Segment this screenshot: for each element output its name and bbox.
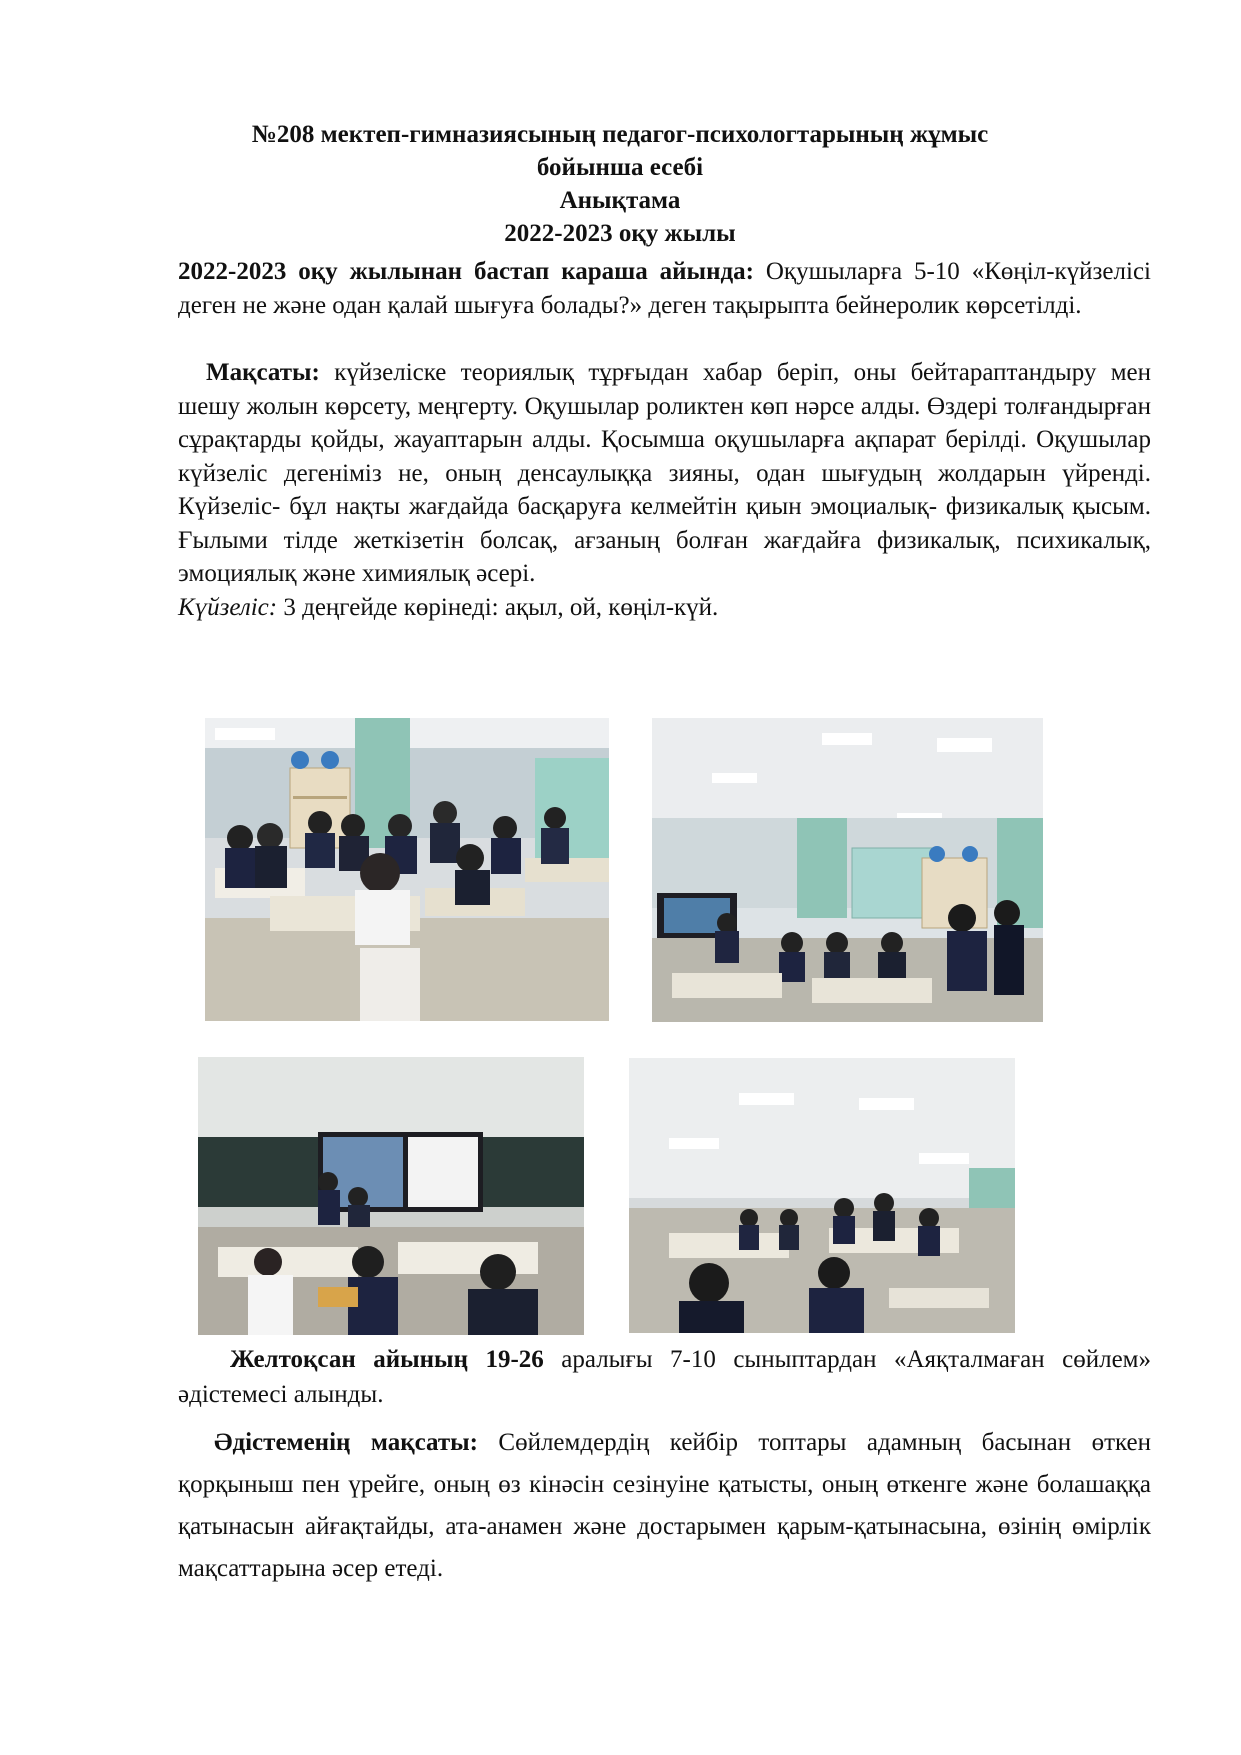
classroom-photo-2 — [652, 718, 1043, 1022]
heading-line-1: №208 мектеп-гимназиясының педагог-психологтарының жұмыс — [251, 121, 989, 148]
paragraph-goal — [178, 356, 1151, 624]
paragraph-goal-lead: Мақсаты: — [206, 359, 320, 386]
stress-label: Күйзеліс: — [178, 593, 278, 621]
paragraph-december-lead: Желтоқсан айының 19-26 — [230, 1346, 544, 1373]
paragraph-december-text: аралығы 7-10 сыныптардан «Аяқталмаған сөйлем» әдістемесі алынды. — [178, 1346, 1152, 1408]
paragraph-november — [178, 255, 1151, 322]
paragraph-method-goal — [178, 1422, 1151, 1590]
paragraph-december — [178, 1342, 1151, 1412]
classroom-photo-3 — [198, 1057, 584, 1335]
heading-line-3: Анықтама — [559, 187, 681, 214]
paragraph-method-goal-text: Сөйлемдердің кейбір топтары адамның басынан өткен қорқыныш пен үрейге, оның өз кінәсін сезінуіне қатысты, оның өткенге және болашаққа қатынасын айғақтайды, ата-анамен және достарымен қарым-қатынасына, өзінің өмірлік мақсаттарына әсер етеді. — [178, 1429, 1152, 1582]
stress-levels-text: 3 деңгейде көрінеді: ақыл, ой, көңіл-күй. — [277, 593, 719, 621]
paragraph-goal-text: күйзеліске теориялық тұрғыдан хабар беріп, оны бейтараптандыру мен шешу жолын көрсету, меңгерту. Оқушылар роликтен көп нәрсе алды. Өздері толғандырған сұрақтарды қойды, жауаптарын алды. Қосымша оқушыларға ақпарат берілді. Оқушылар күйзеліс дегеніміз не, оның денсаулыққа зияны, одан шығудың жолдарын үйренді. Күйзеліс- бұл нақты жағдайда басқаруға келмейтін қиын эмоциалық- физикалық қысым. Ғылыми тілде жеткізетін болсақ, ағзаның болған жағдайға физикалық, психикалық, эмоциялық және химиялық әсері. — [178, 359, 1151, 587]
heading-line-2: бойынша есебі — [536, 154, 704, 181]
document-heading — [170, 118, 1070, 250]
heading-line-4: 2022-2023 оқу жылы — [504, 220, 736, 247]
paragraph-method-goal-lead: Әдістеменің мақсаты: — [214, 1429, 478, 1456]
classroom-photo-4 — [629, 1058, 1015, 1333]
paragraph-november-lead: 2022-2023 оқу жылынан бастап караша айында: — [178, 258, 754, 285]
classroom-photo-1 — [205, 718, 609, 1021]
paragraph-november-text: Оқушыларға 5-10 «Көңіл-күйзелісі деген не және одан қалай шығуға болады?» деген тақырыпта бейнеролик көрсетілді. — [178, 258, 1151, 319]
